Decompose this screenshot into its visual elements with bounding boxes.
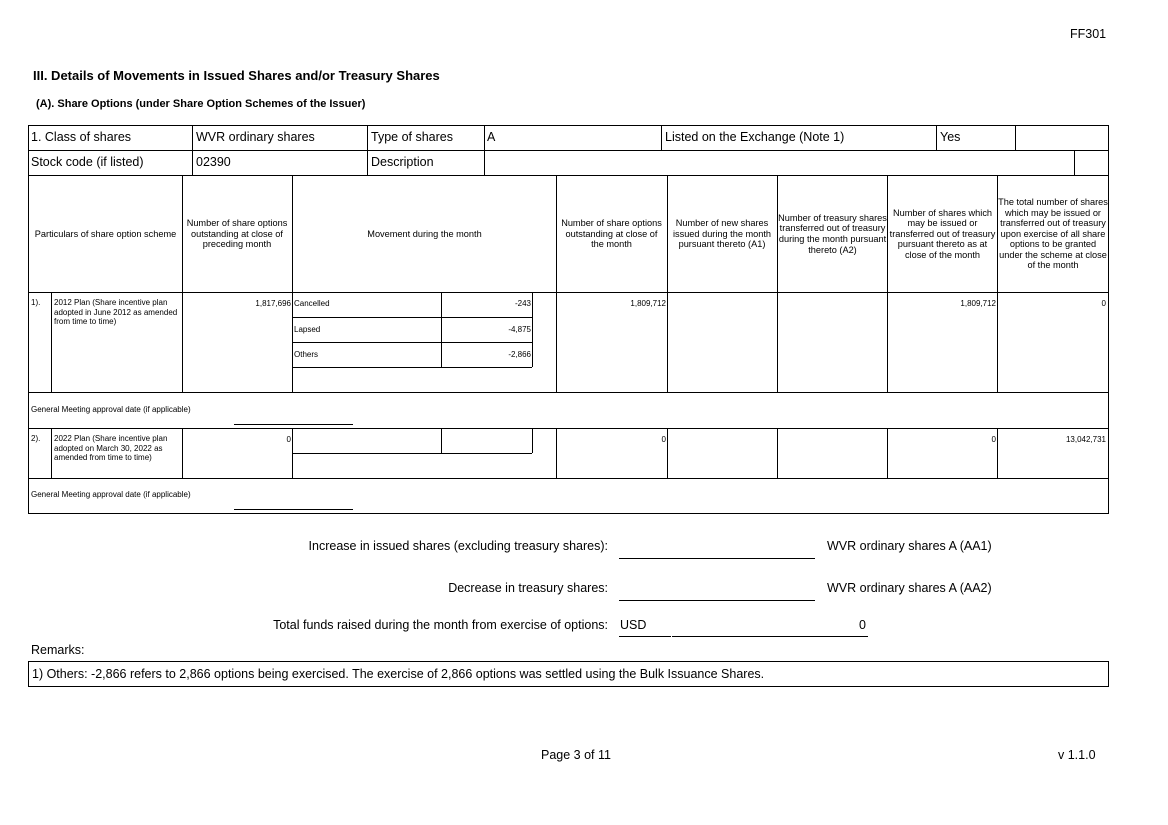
col-movement: Movement during the month: [367, 228, 482, 239]
funds-label: Total funds raised during the month from exercise of options:: [273, 618, 608, 632]
description-label: Description: [371, 155, 434, 169]
form-code: FF301: [1070, 27, 1107, 41]
type-of-shares-value: A: [487, 130, 496, 144]
scheme-1-may-be-issued: 1,809,712: [960, 299, 996, 308]
gm-approval-label-1: General Meeting approval date (if applicable): [31, 405, 191, 414]
decrease-label: Decrease in treasury shares:: [448, 581, 608, 595]
col-particulars: Particulars of share option scheme: [34, 228, 177, 239]
scheme-1-name: 2012 Plan (Share incentive plan adopted in June 2012 as amended from time to time): [54, 298, 178, 327]
funds-currency: USD: [620, 618, 647, 632]
decrease-unit: WVR ordinary shares A (AA2): [827, 581, 992, 595]
col-outstanding-close: Number of share options outstanding at close of the month: [561, 218, 662, 250]
scheme-1-outstanding-close: 1,809,712: [630, 299, 666, 308]
remarks-box: [28, 661, 1109, 687]
listed-label: Listed on the Exchange (Note 1): [665, 130, 845, 144]
funds-value: 0: [859, 618, 866, 632]
stock-code-value: 02390: [196, 155, 231, 169]
remarks-label: Remarks:: [31, 643, 85, 657]
scheme-2-total-number: 13,042,731: [1065, 435, 1106, 444]
col-new-shares: Number of new shares issued during the month pursuant thereto (A1): [672, 218, 772, 250]
remarks-text: 1) Others: -2,866 refers to 2,866 options being exercised. The exercise of 2,866 options was settled using the Bulk Issuance Shares.: [32, 667, 765, 681]
subsection-title: (A). Share Options (under Share Option Schemes of the Issuer): [36, 98, 366, 110]
scheme-2-name: 2022 Plan (Share incentive plan adopted on March 30, 2022 as amended from time to time): [54, 434, 168, 463]
scheme-1-total-number: 0: [1101, 299, 1106, 308]
movement-cancelled-value: -243: [514, 299, 531, 308]
increase-label: Increase in issued shares (excluding treasury shares):: [308, 539, 608, 553]
col-outstanding-prev: Number of share options outstanding at close of preceding month: [186, 218, 288, 250]
movement-others-value: -2,866: [508, 350, 531, 359]
movement-lapsed-label: Lapsed: [294, 325, 321, 334]
section-title: III. Details of Movements in Issued Shares and/or Treasury Shares: [33, 68, 440, 83]
scheme-1-index: 1).: [31, 298, 41, 307]
col-total-number: The total number of shares which may be issued or transferred out of treasury upon exercise of all share options to be granted under the scheme at close of the month: [998, 196, 1108, 271]
type-of-shares-label: Type of shares: [371, 130, 453, 144]
movement-cancelled-label: Cancelled: [294, 299, 330, 308]
scheme-2-index: 2).: [31, 434, 41, 443]
col-may-be-issued: Number of shares which may be issued or transferred out of treasury pursuant thereto as at close of the month: [889, 207, 996, 260]
movement-lapsed-value: -4,875: [508, 325, 531, 334]
class-of-shares-value: WVR ordinary shares: [196, 130, 315, 144]
col-treasury-transferred: Number of treasury shares transferred out of treasury during the month pursuant thereto (A2): [778, 212, 887, 255]
scheme-2-may-be-issued: 0: [991, 435, 996, 444]
stock-code-label: Stock code (if listed): [31, 155, 144, 169]
version-label: v 1.1.0: [1058, 748, 1096, 762]
scheme-2-outstanding-prev: 0: [286, 435, 291, 444]
increase-unit: WVR ordinary shares A (AA1): [827, 539, 992, 553]
listed-value: Yes: [940, 130, 961, 144]
gm-approval-label-2: General Meeting approval date (if applicable): [31, 490, 191, 499]
scheme-1-outstanding-prev: 1,817,696: [255, 299, 291, 308]
scheme-2-outstanding-close: 0: [661, 435, 666, 444]
movement-others-label: Others: [294, 350, 319, 359]
page-number: Page 3 of 11: [541, 748, 611, 762]
class-of-shares-label: 1. Class of shares: [31, 130, 132, 144]
